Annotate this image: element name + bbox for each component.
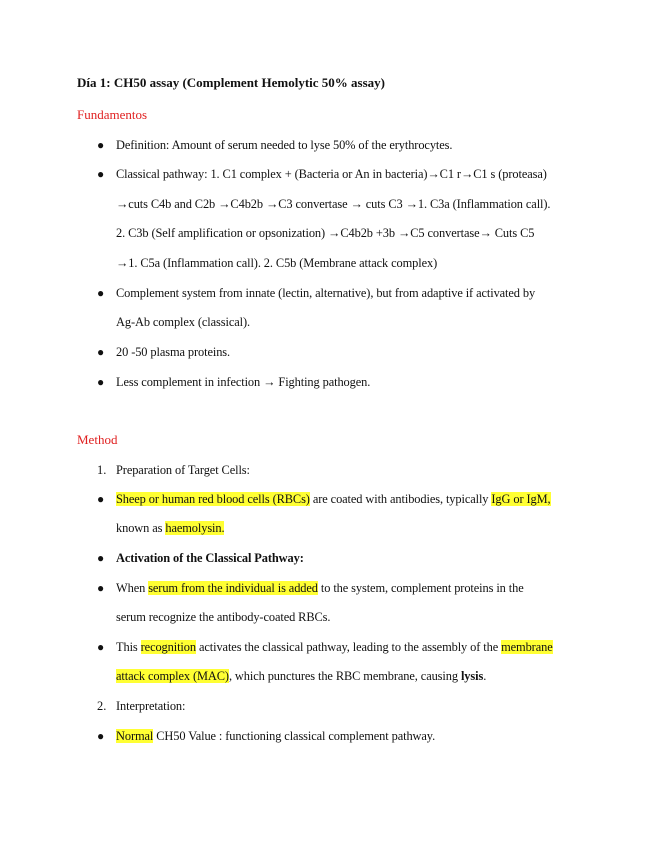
text-run: , which punctures the RBC membrane, causing <box>228 669 461 683</box>
list-number: 2. <box>97 699 107 713</box>
bullet: ● <box>97 375 105 389</box>
fund-complement-line-2: Ag-Ab complex (classical). <box>116 315 250 329</box>
text-run: known as <box>116 521 166 535</box>
section-heading-method: Method <box>77 432 118 447</box>
text-run: This <box>116 640 141 654</box>
bullet: ● <box>97 345 105 359</box>
highlight: Sheep or human red blood cells (RBCs) <box>116 492 310 506</box>
fund-complement-line-1: Complement system from innate (lectin, alternative), but from adaptive if activated by <box>116 286 536 300</box>
method-activation-heading: Activation of the Classical Pathway: <box>116 551 304 565</box>
fund-classical-line-1: Classical pathway: 1. C1 complex + (Bacteria or An in bacteria)→C1 r→C1 s (proteasa) <box>116 167 547 181</box>
highlight: membrane <box>501 640 553 654</box>
bullet: ● <box>97 167 105 181</box>
method-normal-value <box>116 728 435 744</box>
fund-plasma-proteins: 20 -50 plasma proteins. <box>116 345 231 359</box>
highlight: serum from the individual is added <box>148 581 318 595</box>
bullet: ● <box>97 729 105 743</box>
fund-classical-line-2: →cuts C4b and C2b →C4b2b →C3 convertase → cuts C3 →1. C3a (Inflammation call). <box>116 197 551 211</box>
method-rbc-line-1 <box>116 491 551 507</box>
bold-text: lysis <box>460 669 484 683</box>
highlight: attack complex (MAC) <box>116 669 229 683</box>
bullet: ● <box>97 138 105 152</box>
highlight: recognition <box>140 640 196 654</box>
highlight: haemolysin. <box>165 521 225 535</box>
section-heading-fundamentos: Fundamentos <box>77 107 148 122</box>
method-recognition-line-2 <box>116 668 486 684</box>
text-run: . <box>483 669 487 683</box>
bullet: ● <box>97 581 105 595</box>
method-rbc-line-2 <box>116 520 224 536</box>
method-serum-line-2: serum recognize the antibody-coated RBCs. <box>116 610 331 624</box>
method-interpretation: Interpretation: <box>116 699 186 713</box>
method-recognition-line-1 <box>116 639 553 655</box>
method-serum-line-1 <box>116 580 524 596</box>
fund-definition: Definition: Amount of serum needed to lyse 50% of the erythrocytes. <box>116 138 453 152</box>
text-run: are coated with antibodies, typically <box>309 492 492 506</box>
list-number: 1. <box>97 463 107 477</box>
highlight: IgG or IgM, <box>491 492 551 506</box>
bullet: ● <box>97 286 105 300</box>
fund-classical-line-3: 2. C3b (Self amplification or opsonization) →C4b2b +3b →C5 convertase→ Cuts C5 <box>116 226 535 240</box>
bullet: ● <box>97 551 105 565</box>
text-run: When <box>116 581 149 595</box>
text-run: to the system, complement proteins in the <box>317 581 524 595</box>
bullet: ● <box>97 640 105 654</box>
highlight: Normal <box>116 729 154 743</box>
fund-classical-line-4: →1. C5a (Inflammation call). 2. C5b (Membrane attack complex) <box>116 256 438 270</box>
document-title: Día 1: CH50 assay (Complement Hemolytic 50% assay) <box>77 75 385 90</box>
method-preparation: Preparation of Target Cells: <box>116 463 250 477</box>
text-run: CH50 Value : functioning classical complement pathway. <box>153 729 436 743</box>
bullet: ● <box>97 492 105 506</box>
fund-less-complement: Less complement in infection → Fighting pathogen. <box>116 375 371 389</box>
text-run: activates the classical pathway, leading to the assembly of the <box>195 640 502 654</box>
